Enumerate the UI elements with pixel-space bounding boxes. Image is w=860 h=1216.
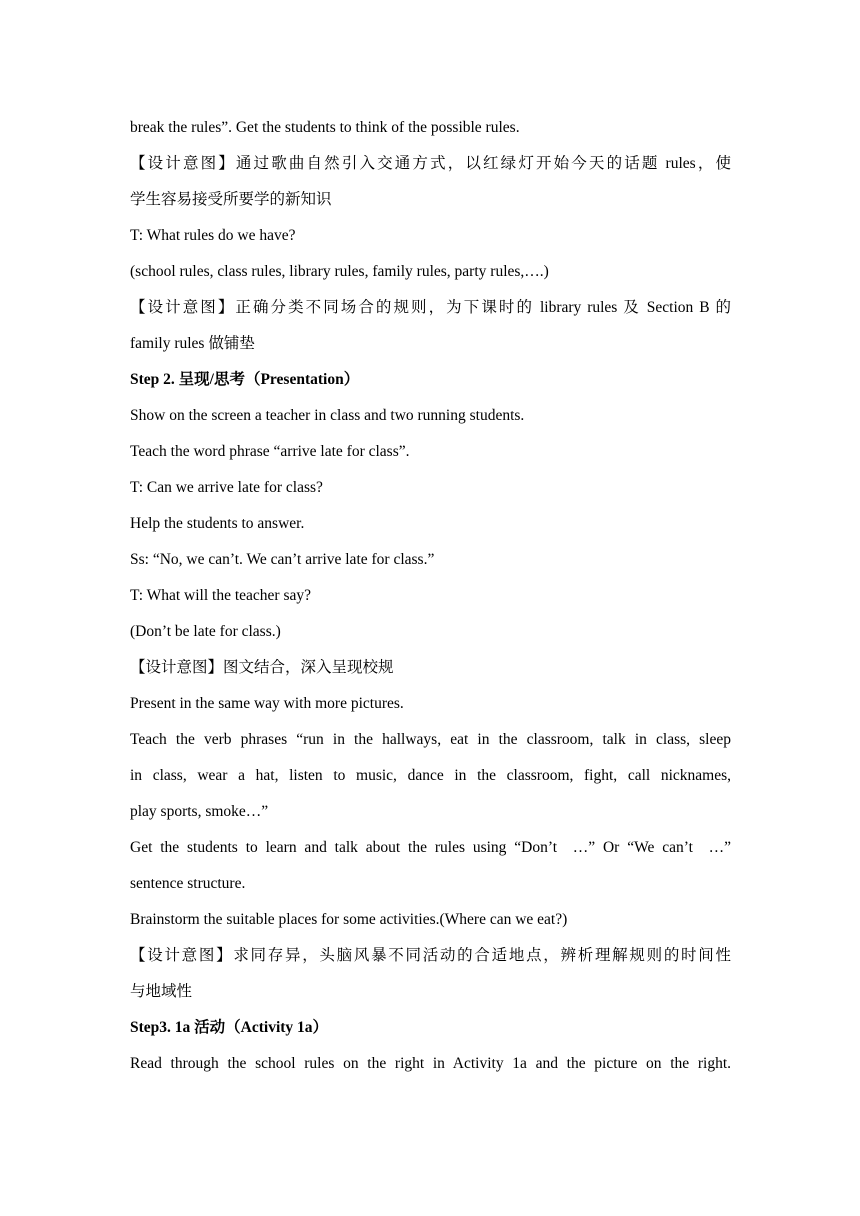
text-line: Teach the verb phrases “run in the hallways, eat in the classroom, talk in class, sleep bbox=[130, 731, 731, 748]
text-line: sentence structure. bbox=[130, 875, 246, 892]
text-line: (Don’t be late for class.) bbox=[130, 623, 281, 640]
text-line: Show on the screen a teacher in class and two running students. bbox=[130, 407, 525, 424]
design-intent-line: 【设计意图】正确分类不同场合的规则，为下课时的 library rules 及 Section B 的 bbox=[130, 299, 731, 316]
text-line: family rules 做铺垫 bbox=[130, 335, 255, 352]
document-body bbox=[130, 110, 731, 1082]
step-heading: Step3. 1a 活动（Activity 1a） bbox=[130, 1019, 329, 1036]
text-line: Read through the school rules on the right in Activity 1a and the picture on the right. bbox=[130, 1055, 731, 1072]
text-line: Present in the same way with more pictures. bbox=[130, 695, 404, 712]
text-line: Get the students to learn and talk about the rules using “Don’t …” Or “We can’t …” bbox=[130, 839, 731, 856]
design-intent-line: 【设计意图】求同存异，头脑风暴不同活动的合适地点，辨析理解规则的时间性 bbox=[130, 947, 731, 964]
text-line: in class, wear a hat, listen to music, dance in the classroom, fight, call nicknames, bbox=[130, 767, 731, 784]
design-intent-line: 【设计意图】图文结合，深入呈现校规 bbox=[130, 659, 394, 676]
text-line: break the rules”. Get the students to think of the possible rules. bbox=[130, 119, 520, 136]
text-line: Teach the word phrase “arrive late for class”. bbox=[130, 443, 410, 460]
text-line: 与地域性 bbox=[130, 983, 193, 1000]
step-heading: Step 2. 呈现/思考（Presentation） bbox=[130, 371, 360, 388]
text-line: Ss: “No, we can’t. We can’t arrive late for class.” bbox=[130, 551, 435, 568]
text-line: T: Can we arrive late for class? bbox=[130, 479, 323, 496]
text-line: T: What will the teacher say? bbox=[130, 587, 311, 604]
text-line: 学生容易接受所要学的新知识 bbox=[130, 191, 332, 208]
text-line: Help the students to answer. bbox=[130, 515, 305, 532]
text-line: Brainstorm the suitable places for some activities.(Where can we eat?) bbox=[130, 911, 568, 928]
text-line: play sports, smoke…” bbox=[130, 803, 269, 820]
text-line: T: What rules do we have? bbox=[130, 227, 296, 244]
design-intent-line: 【设计意图】通过歌曲自然引入交通方式，以红绿灯开始今天的话题 rules，使 bbox=[130, 155, 731, 172]
text-line: (school rules, class rules, library rules, family rules, party rules,….) bbox=[130, 263, 549, 280]
